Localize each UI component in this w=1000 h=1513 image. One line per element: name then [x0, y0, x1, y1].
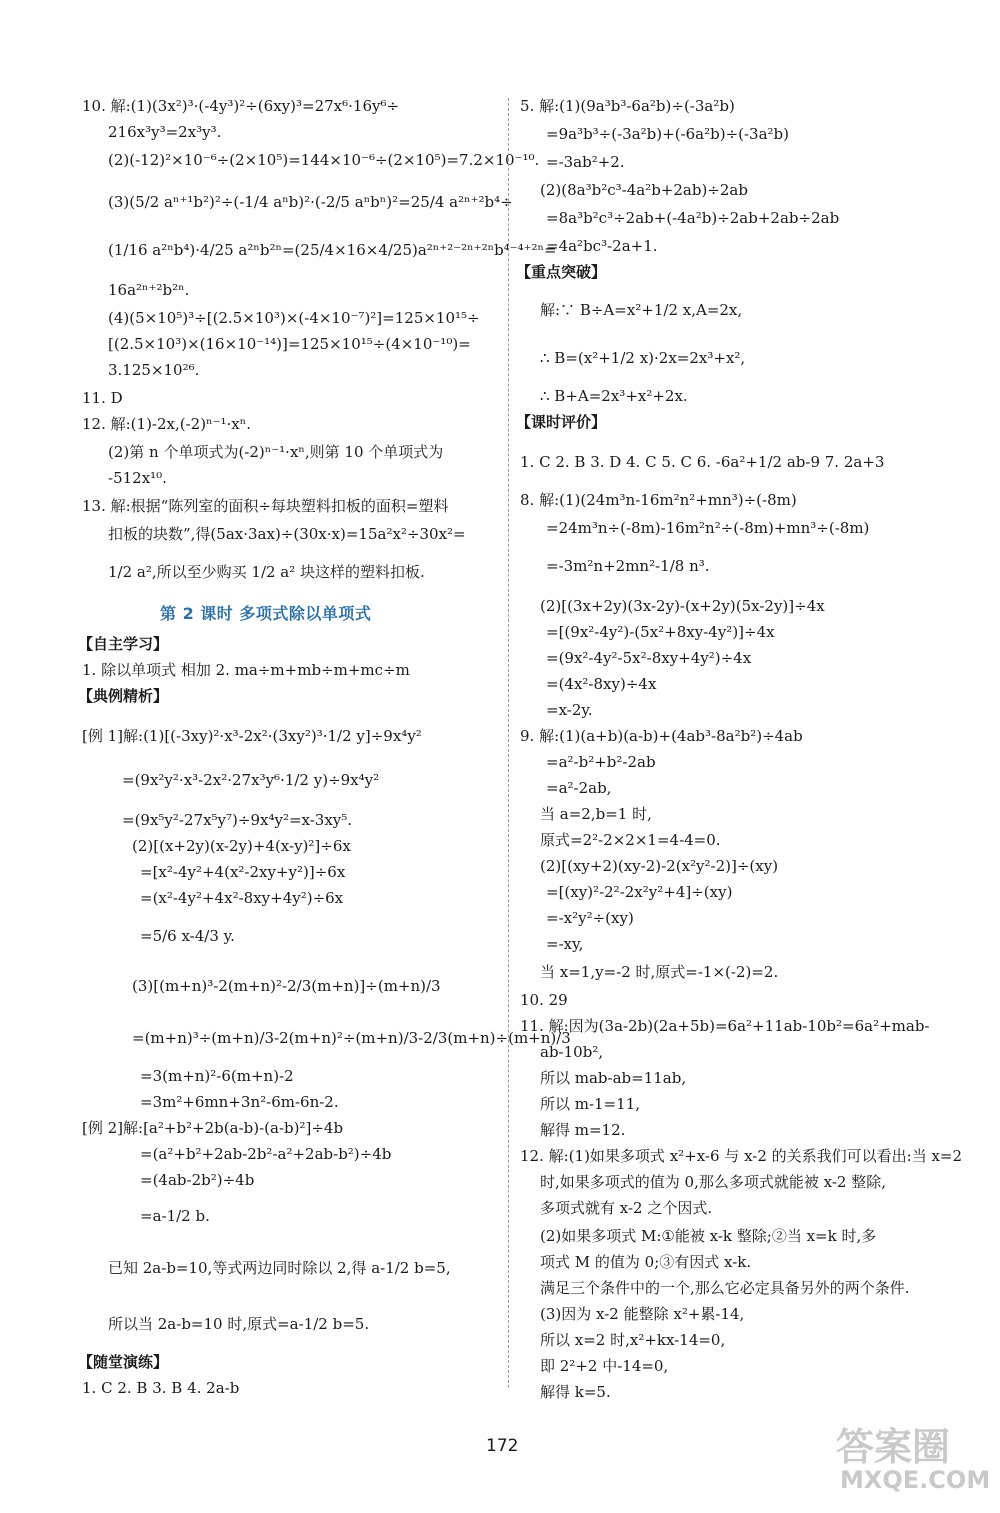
answer-line: ∴ B=(x²+1/2 x)·2x=2x³+x²,: [540, 349, 746, 367]
answer-line: (2)[(x+2y)(x-2y)+4(x-y)²]÷6x: [132, 837, 351, 855]
answer-line: =(a²+b²+2ab-2b²-a²+2ab-b²)÷4b: [140, 1145, 392, 1163]
answer-line: 所以 x=2 时,x²+kx-14=0,: [540, 1331, 726, 1349]
answer-line: =9a³b³÷(-3a²b)+(-6a²b)÷(-3a²b): [546, 125, 790, 143]
answer-line: 1. C 2. B 3. D 4. C 5. C 6. -6a²+1/2 ab-9 7. 2a+3: [520, 453, 885, 471]
answer-line: =[(9x²-4y²)-(5x²+8xy-4y²)]÷4x: [546, 623, 775, 641]
answer-line: 1/2 a²,所以至少购买 1/2 a² 块这样的塑料扣板.: [108, 563, 425, 581]
answer-line: (2)如果多项式 M:①能被 x-k 整除;②当 x=k 时,多: [540, 1227, 877, 1245]
answer-line: 解得 k=5.: [540, 1383, 611, 1401]
answer-line: =x-2y.: [546, 701, 593, 719]
answer-line: [例 1]解:(1)[(-3xy)²·x³-2x²·(3xy²)³·1/2 y]÷9x⁴y²: [82, 727, 422, 745]
answer-line: 当 x=1,y=-2 时,原式=-1×(-2)=2.: [540, 963, 779, 981]
answer-line: 原式=2²-2×2×1=4-4=0.: [540, 831, 721, 849]
answer-line: 10. 29: [520, 991, 568, 1009]
answer-line: =[(xy)²-2²-2x²y²+4]÷(xy): [546, 883, 733, 901]
answer-line: 已知 2a-b=10,等式两边同时除以 2,得 a-1/2 b=5,: [108, 1259, 451, 1277]
answer-line: =-x²y²÷(xy): [546, 909, 634, 927]
answer-line: 1. 除以单项式 相加 2. ma÷m+mb÷m+mc÷m: [82, 661, 410, 679]
answer-line: (3)(5/2 aⁿ⁺¹b²)²÷(-1/4 aⁿb)²·(-2/5 aⁿbⁿ)²=25/4 a²ⁿ⁺²b⁴÷: [108, 193, 513, 211]
watermark-logo: [810, 1412, 991, 1502]
answer-line: 所以 mab-ab=11ab,: [540, 1069, 687, 1087]
answer-line: 时,如果多项式的值为 0,那么多项式就能被 x-2 整除,: [540, 1173, 886, 1191]
answer-line: 12. 解:(1)-2x,(-2)ⁿ⁻¹·xⁿ.: [82, 415, 251, 433]
answer-line: -512x¹⁰.: [108, 469, 167, 487]
answer-line: =3(m+n)²-6(m+n)-2: [140, 1067, 294, 1085]
answer-line: 3.125×10²⁶.: [108, 361, 200, 379]
answer-line: 5. 解:(1)(9a³b³-6a²b)÷(-3a²b): [520, 97, 735, 115]
answer-line: =3m²+6mn+3n²-6m-6n-2.: [140, 1093, 339, 1111]
section-header: 【自主学习】: [78, 635, 169, 653]
answer-line: =-xy,: [546, 935, 584, 953]
answer-line: =(9x⁵y²-27x⁵y⁷)÷9x⁴y²=x-3xy⁵.: [122, 811, 353, 829]
answer-line: (3)因为 x-2 能整除 x²+累-14,: [540, 1305, 745, 1323]
watermark-title: 答案圈: [836, 1425, 951, 1469]
answer-line: 即 2²+2 中-14=0,: [540, 1357, 669, 1375]
answer-line: =a-1/2 b.: [140, 1207, 210, 1225]
answer-line: =-3ab²+2.: [546, 153, 625, 171]
answer-line: =(9x²y²·x³-2x²·27x³y⁶·1/2 y)÷9x⁴y²: [122, 771, 380, 789]
answer-line: =-3m²n+2mn²-1/8 n³.: [546, 557, 710, 575]
answer-line: =a²-b²+b²-2ab: [546, 753, 656, 771]
answer-line: =(9x²-4y²-5x²-8xy+4y²)÷4x: [546, 649, 752, 667]
answer-line: 10. 解:(1)(3x²)³·(-4y³)²÷(6xy)³=27x⁶·16y⁶÷: [82, 97, 400, 115]
answer-line: (2)(-12)²×10⁻⁶÷(2×10⁵)=144×10⁻⁶÷(2×10⁵)=7.2×10⁻¹⁰.: [108, 151, 540, 169]
answer-line: =(x²-4y²+4x²-8xy+4y²)÷6x: [140, 889, 344, 907]
answer-line: 9. 解:(1)(a+b)(a-b)+(4ab³-8a²b²)÷4ab: [520, 727, 803, 745]
answer-line: 216x³y³=2x³y³.: [108, 123, 222, 141]
answer-line: (2)第 n 个单项式为(-2)ⁿ⁻¹·xⁿ,则第 10 个单项式为: [108, 443, 444, 461]
watermark-url: MXQE.COM: [840, 1466, 991, 1494]
answer-line: 解:∵ B÷A=x²+1/2 x,A=2x,: [540, 301, 743, 319]
section-header: 【课时评价】: [516, 413, 607, 431]
answer-line: =24m³n÷(-8m)-16m²n²÷(-8m)+mn³÷(-8m): [546, 519, 870, 537]
answer-line: 扣板的块数”,得(5ax·3ax)÷(30x·x)=15a²x²÷30x²=: [108, 525, 466, 543]
answer-line: 项式 M 的值为 0;③有因式 x-k.: [540, 1253, 752, 1271]
answer-line: (3)[(m+n)³-2(m+n)²-2/3(m+n)]÷(m+n)/3: [132, 977, 441, 995]
answer-line: (4)(5×10⁵)³÷[(2.5×10³)×(-4×10⁻⁷)²]=125×10¹⁵÷: [108, 309, 480, 327]
answer-line: (2)(8a³b²c³-4a²b+2ab)÷2ab: [540, 181, 748, 199]
answer-line: =(m+n)³÷(m+n)/3-2(m+n)²÷(m+n)/3-2/3(m+n)÷(m+n)/3: [132, 1029, 571, 1047]
answer-line: 满足三个条件中的一个,那么它必定具备另外的两个条件.: [540, 1279, 910, 1297]
answer-line: =[x²-4y²+4(x²-2xy+y²)]÷6x: [140, 863, 346, 881]
answer-line: (2)[(xy+2)(xy-2)-2(x²y²-2)]÷(xy): [540, 857, 779, 875]
answer-line: =a²-2ab,: [546, 779, 612, 797]
answer-line: =4a²bc³-2a+1.: [546, 237, 658, 255]
answer-line: 11. 解:因为(3a-2b)(2a+5b)=6a²+11ab-10b²=6a²+mab-: [520, 1017, 930, 1035]
answer-line: =(4x²-8xy)÷4x: [546, 675, 657, 693]
page-number: 172: [486, 1436, 519, 1456]
answer-line: (1/16 a²ⁿb⁴)·4/25 a²ⁿb²ⁿ=(25/4×16×4/25)a²ⁿ⁺²⁻²ⁿ⁺²ⁿb⁴⁻⁴⁺²ⁿ=: [108, 241, 557, 259]
section-header: 【典例精析】: [78, 687, 169, 705]
column-divider: [508, 98, 509, 1388]
answer-line: 所以当 2a-b=10 时,原式=a-1/2 b=5.: [108, 1315, 370, 1333]
lesson-title: 第 2 课时 多项式除以单项式: [160, 604, 372, 623]
section-header: 【重点突破】: [516, 263, 607, 281]
answer-line: ab-10b²,: [540, 1043, 604, 1061]
answer-line: (2)[(3x+2y)(3x-2y)-(x+2y)(5x-2y)]÷4x: [540, 597, 825, 615]
answer-line: 1. C 2. B 3. B 4. 2a-b: [82, 1379, 240, 1397]
answer-line: [(2.5×10³)×(16×10⁻¹⁴)]=125×10¹⁵÷(4×10⁻¹⁰)=: [108, 335, 471, 353]
answer-line: 多项式就有 x-2 之个因式.: [540, 1199, 713, 1217]
answer-line: [例 2]解:[a²+b²+2b(a-b)-(a-b)²]÷4b: [82, 1119, 344, 1137]
answer-line: 8. 解:(1)(24m³n-16m²n²+mn³)÷(-8m): [520, 491, 797, 509]
answer-line: 16a²ⁿ⁺²b²ⁿ.: [108, 281, 190, 299]
answer-line: =8a³b²c³÷2ab+(-4a²b)÷2ab+2ab÷2ab: [546, 209, 840, 227]
answer-line: =5/6 x-4/3 y.: [140, 927, 235, 945]
answer-line: 所以 m-1=11,: [540, 1095, 641, 1113]
answer-line: 13. 解:根据“陈列室的面积÷每块塑料扣板的面积=塑料: [82, 497, 449, 515]
answer-line: 当 a=2,b=1 时,: [540, 805, 652, 823]
section-header: 【随堂演练】: [78, 1353, 169, 1371]
answer-line: =(4ab-2b²)÷4b: [140, 1171, 255, 1189]
answer-line: 解得 m=12.: [540, 1121, 626, 1139]
answer-line: ∴ B+A=2x³+x²+2x.: [540, 387, 688, 405]
answer-line: 12. 解:(1)如果多项式 x²+x-6 与 x-2 的关系我们可以看出:当 x=2: [520, 1147, 963, 1165]
answer-line: 11. D: [82, 389, 123, 407]
